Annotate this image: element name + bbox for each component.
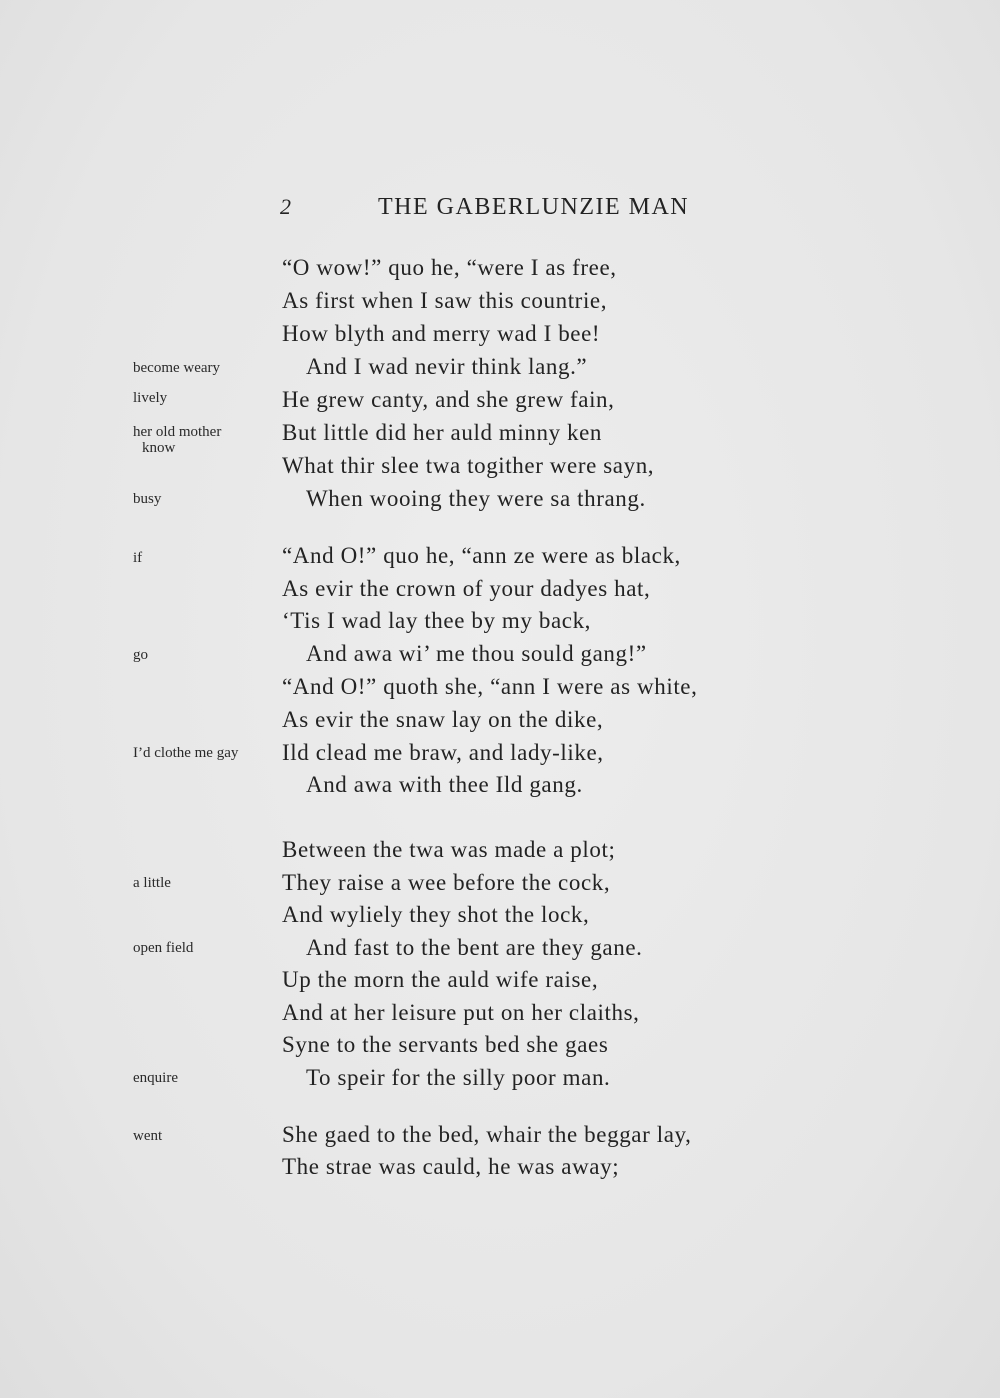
verse-line: She gaed to the bed, whair the beggar lay, (282, 1122, 692, 1147)
margin-gloss: lively (133, 390, 168, 406)
verse-line: As evir the snaw lay on the dike, (282, 707, 604, 732)
margin-gloss-line: know (142, 440, 176, 456)
verse-line: Syne to the servants bed she gaes (282, 1032, 609, 1057)
margin-gloss (133, 424, 266, 456)
page-number: 2 (280, 194, 292, 219)
verse-line: Up the morn the auld wife raise, (282, 967, 599, 992)
verse-line: But little did her auld minny ken (282, 420, 603, 445)
margin-gloss: enquire (133, 1070, 178, 1086)
margin-gloss: busy (133, 491, 162, 507)
margin-gloss: go (133, 647, 148, 663)
running-head (280, 194, 710, 226)
verse-line: Ild clead me braw, and lady-like, (282, 740, 604, 765)
margin-gloss: went (133, 1128, 163, 1144)
verse-line: When wooing they were sa thrang. (306, 486, 646, 511)
verse-line: Between the twa was made a plot; (282, 837, 616, 862)
margin-gloss: if (133, 550, 143, 566)
verse-line: As first when I saw this countrie, (282, 288, 608, 313)
verse-line: And I wad nevir think lang.” (306, 354, 588, 379)
margin-gloss: become weary (133, 360, 221, 376)
verse-line: And awa with thee Ild gang. (306, 772, 583, 797)
verse-line: As evir the crown of your dadyes hat, (282, 576, 651, 601)
margin-gloss-line: her old mother (133, 424, 222, 440)
page-title: THE GABERLUNZIE MAN (378, 194, 690, 220)
verse-line: ‘Tis I wad lay thee by my back, (282, 608, 592, 633)
verse-line: How blyth and merry wad I bee! (282, 321, 601, 346)
verse-line: To speir for the silly poor man. (306, 1065, 611, 1090)
verse-line: And awa wi’ me thou sould gang!” (306, 641, 647, 666)
verse-line: The strae was cauld, he was away; (282, 1154, 620, 1179)
verse-line: What thir slee twa togither were sayn, (282, 453, 655, 478)
verse-line: And wyliely they shot the lock, (282, 902, 590, 927)
margin-gloss: open field (133, 940, 194, 956)
verse-line: They raise a wee before the cock, (282, 870, 611, 895)
verse-line: “O wow!” quo he, “were I as free, (282, 255, 617, 280)
verse-line: “And O!” quoth she, “ann I were as white, (282, 674, 698, 699)
margin-gloss: I’d clothe me gay (133, 745, 239, 761)
verse-line: He grew canty, and she grew fain, (282, 387, 615, 412)
margin-gloss: a little (133, 875, 171, 891)
verse-line: And fast to the bent are they gane. (306, 935, 643, 960)
verse-line: “And O!” quo he, “ann ze were as black, (282, 543, 681, 568)
verse-line: And at her leisure put on her claiths, (282, 1000, 640, 1025)
